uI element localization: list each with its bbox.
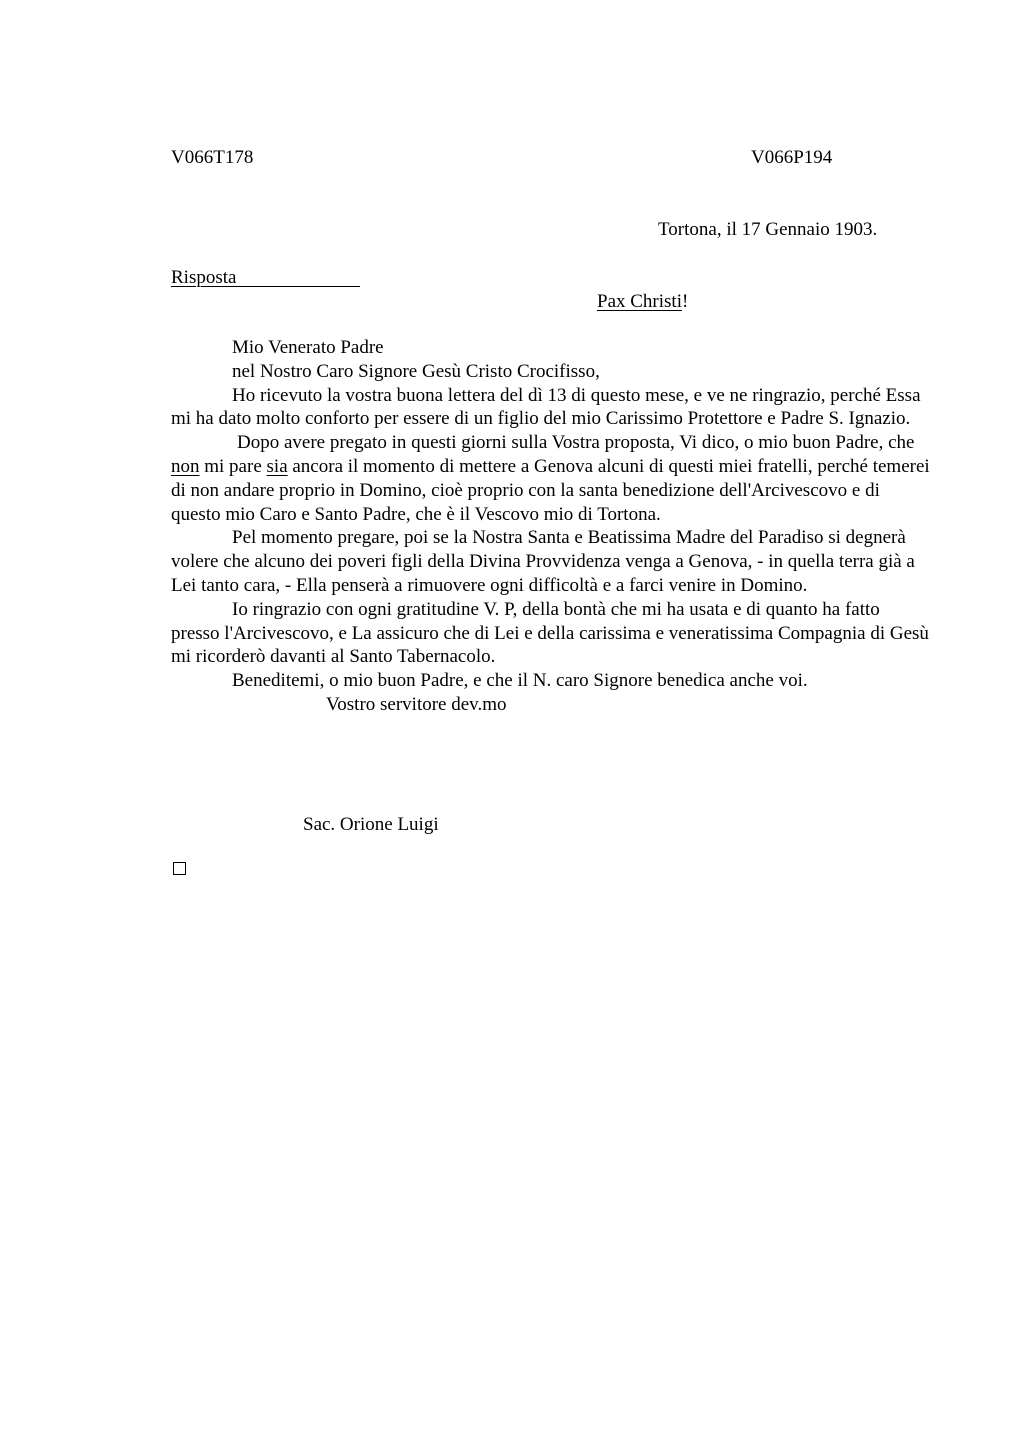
paragraph-4: Io ringrazio con ogni gratitudine V. P, della bontà che mi ha usata e di quanto ha fatto presso l'Arcivescovo, e La assicuro che di Lei e della carissima e veneratissima Compagnia di Gesù mi ricorderò davanti al Santo Tabernacolo. bbox=[171, 598, 929, 668]
signature: Sac. Orione Luigi bbox=[303, 814, 439, 835]
risposta-text: Risposta bbox=[171, 267, 237, 288]
paragraph-2 bbox=[171, 431, 931, 526]
risposta-label bbox=[171, 266, 360, 290]
pax-christi-suffix: ! bbox=[681, 291, 689, 312]
empty-square-icon bbox=[173, 862, 186, 875]
salutation-line-2: nel Nostro Caro Signore Gesù Cristo Crocifisso, bbox=[232, 360, 600, 382]
closing-line: Vostro servitore dev.mo bbox=[326, 693, 507, 715]
paragraph-2-underlined-sia: sia bbox=[266, 455, 288, 477]
paragraph-2-part-2: mi pare bbox=[199, 455, 267, 477]
date-line: Tortona, il 17 Gennaio 1903. bbox=[658, 219, 878, 240]
pax-christi-heading bbox=[597, 290, 688, 314]
letter-body bbox=[171, 336, 931, 717]
paragraph-2-part-3: ancora il momento di mettere a Genova alcuni di questi miei fratelli, perché temerei di non andare proprio in Domino, cioè proprio con la santa benedizione dell'Arcivescovo e di questo mio Caro e Santo Padre, che è il Vescovo mio di Tortona. bbox=[171, 455, 930, 525]
paragraph-2-part-1: Dopo avere pregato in questi giorni sulla Vostra proposta, Vi dico, o mio buon Padre, che bbox=[237, 432, 915, 454]
paragraph-1: Ho ricevuto la vostra buona lettera del dì 13 di questo mese, e ve ne ringrazio, perché Essa mi ha dato molto conforto per essere di un figlio del mio Carissimo Protettore e Padre S. Ignazio. bbox=[171, 384, 921, 430]
paragraph-5: Beneditemi, o mio buon Padre, e che il N. caro Signore benedica anche voi. bbox=[232, 670, 808, 692]
document-code-right: V066P194 bbox=[751, 147, 833, 168]
risposta-underline bbox=[236, 285, 360, 287]
pax-christi-text: Pax Christi bbox=[597, 291, 682, 312]
document-code-left: V066T178 bbox=[171, 147, 254, 168]
paragraph-2-underlined-non: non bbox=[171, 455, 200, 477]
salutation-line-1: Mio Venerato Padre bbox=[232, 337, 384, 358]
paragraph-3: Pel momento pregare, poi se la Nostra Santa e Beatissima Madre del Paradiso si degnerà volere che alcuno dei poveri figli della Divina Provvidenza venga a Genova, - in quella terra già a Lei tanto cara, - Ella penserà a rimuovere ogni difficoltà e a farci venire in Domino. bbox=[171, 527, 915, 596]
